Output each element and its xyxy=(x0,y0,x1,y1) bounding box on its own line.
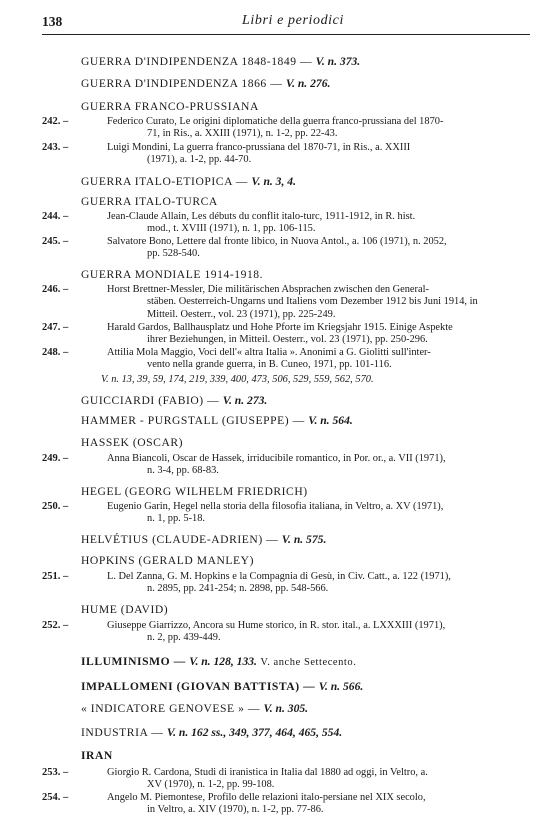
entry-text: Federico Curato, Le origini diplomatiche della guerra franco-prussiana del 1870- 71, in Ris., a. XXIII (1971), n. 1-2, pp. 22-43. xyxy=(107,116,444,140)
entry-text: Jean-Claude Allain, Les débuts du conflit italo-turc, 1911-1912, in R. hist. mod., t. XVIII (1971), n. 1, pp. 106-115. xyxy=(107,211,416,235)
entry-text: Giuseppe Giarrizzo, Ancora su Hume storico, in R. stor. ital., a. LXXXIII (1971), n. 2, pp. 439-449. xyxy=(107,620,446,644)
subject-heading: GUERRA D'INDIPENDENZA 1866 — V. n. 276. xyxy=(81,77,331,90)
subject-heading: GUERRA MONDIALE 1914-1918. xyxy=(81,268,264,281)
subject-heading: HOPKINS (GERALD MANLEY) xyxy=(81,554,255,567)
subject-heading: HAMMER - PURGSTALL (GIUSEPPE) — V. n. 564. xyxy=(81,414,353,427)
entry-text: Salvatore Bono, Lettere dal fronte libico, in Nuova Antol., a. 106 (1971), n. 2052, pp. 528-540. xyxy=(107,236,447,260)
entry-number: 253. – xyxy=(42,767,69,778)
subject-heading: IRAN xyxy=(81,749,113,762)
entry-number: 248. – xyxy=(42,347,69,358)
entry-number: 243. – xyxy=(42,142,69,153)
subject-heading: « INDICATORE GENOVESE » — V. n. 305. xyxy=(81,702,309,715)
entry-text: Giorgio R. Cardona, Studi di iranistica in Italia dal 1880 ad oggi, in Veltro, a. XV (1970), n. 1-2, pp. 99-108. xyxy=(107,767,428,791)
entry-number: 244. – xyxy=(42,211,69,222)
subject-heading: GUERRA ITALO-ETIOPICA — V. n. 3, 4. xyxy=(81,175,296,188)
cross-reference: V. n. 13, 39, 59, 174, 219, 339, 400, 473, 506, 529, 559, 562, 570. xyxy=(101,374,374,385)
subject-heading: HEGEL (GEORG WILHELM FRIEDRICH) xyxy=(81,485,308,498)
subject-heading: HASSEK (OSCAR) xyxy=(81,436,184,449)
entry-number: 242. – xyxy=(42,116,69,127)
subject-heading: GUERRA D'INDIPENDENZA 1848-1849 — V. n. 373. xyxy=(81,55,361,68)
running-title: Libri e periodici xyxy=(242,13,344,28)
subject-heading: INDUSTRIA — V. n. 162 ss., 349, 377, 464, 465, 554. xyxy=(81,726,343,739)
subject-heading: GUERRA FRANCO-PRUSSIANA xyxy=(81,100,259,113)
entry-text: Harald Gardos, Ballhausplatz und Hohe Pforte im Kriegsjahr 1915. Einige Aspekte ihrer Beziehungen, in Mitteil. Oesterr., vol. 23 (1971), pp. 250-296. xyxy=(107,322,453,346)
subject-heading: HUME (DAVID) xyxy=(81,603,169,616)
entry-text: Horst Brettner-Messler, Die militärischen Absprachen zwischen den General- stäben. Oesterreich-Ungarns und Italiens vom Dezember 1912 bis Juni 1914, in Mitteil. Oesterr., vol. 23 (1971), pp. 225-249. xyxy=(107,284,478,320)
subject-heading: ILLUMINISMO — V. n. 128, 133. V. anche Settecento. xyxy=(81,655,357,668)
subject-heading: HELVÉTIUS (CLAUDE-ADRIEN) — V. n. 575. xyxy=(81,533,327,546)
entry-text: Anna Biancoli, Oscar de Hassek, irriducibile romantico, in Por. or., a. VII (1971), n. 3-4, pp. 68-83. xyxy=(107,453,446,477)
entry-text: L. Del Zanna, G. M. Hopkins e la Compagnia di Gesù, in Civ. Catt., a. 122 (1971), n. 2895, pp. 241-254; n. 2898, pp. 548-566. xyxy=(107,571,451,595)
subject-heading: GUICCIARDI (FABIO) — V. n. 273. xyxy=(81,394,268,407)
entry-text: Angelo M. Piemontese, Profilo delle relazioni italo-persiane nel XIX secolo, in Veltro, a. XIV (1970), n. 1-2, pp. 77-86. xyxy=(107,792,426,816)
entry-number: 246. – xyxy=(42,284,69,295)
entry-number: 252. – xyxy=(42,620,69,631)
subject-heading: IMPALLOMENI (GIOVAN BATTISTA) — V. n. 566. xyxy=(81,680,364,693)
entry-number: 249. – xyxy=(42,453,69,464)
entry-text: Attilia Mola Maggio, Voci dell'« altra Italia ». Anonimi a G. Giolitti sull'inter- vento nella grande guerra, in B. Cuneo, 1971, pp. 101-116. xyxy=(107,347,431,371)
entry-number: 245. – xyxy=(42,236,69,247)
page-number: 138 xyxy=(42,14,63,29)
page-header xyxy=(42,12,530,35)
entry-number: 247. – xyxy=(42,322,69,333)
entry-number: 254. – xyxy=(42,792,69,803)
entry-text: Eugenio Garin, Hegel nella storia della filosofia italiana, in Veltro, a. XV (1971), n. 1, pp. 5-18. xyxy=(107,501,444,525)
entry-number: 251. – xyxy=(42,571,69,582)
entry-text: Luigi Mondini, La guerra franco-prussiana del 1870-71, in Ris., a. XXIII (1971), a. 1-2, pp. 44-70. xyxy=(107,142,411,166)
entry-number: 250. – xyxy=(42,501,69,512)
subject-heading: GUERRA ITALO-TURCA xyxy=(81,195,218,208)
